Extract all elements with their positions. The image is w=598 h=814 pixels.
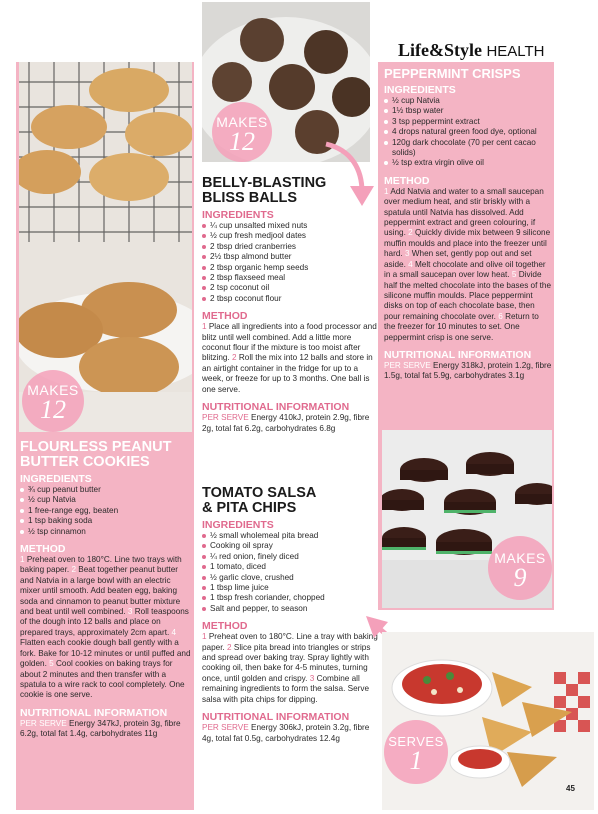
salsa-nutrition-text: PER SERVE Energy 306kJ, protein 3.2g, fibre 4g, total fat 0.5g, carbohydrates 12.4g [202,723,370,743]
ingredient-item: 2 tsp coconut oil [202,283,378,293]
badge-label: MAKES [216,114,268,130]
ingredient-item: 2 tbsp coconut flour [202,294,378,304]
ingredient-item: 1½ tbsp water [384,106,552,116]
badge-label: MAKES [27,382,79,398]
cookies-nutrition-heading: NUTRITIONAL INFORMATION [20,706,168,719]
ingredient-item: ½ tsp extra virgin olive oil [384,158,552,168]
cookies-title-line2: BUTTER COOKIES [20,454,150,470]
bliss-ingredients-heading: INGREDIENTS [202,209,274,221]
bliss-method-text: 1 Place all ingredients into a food processor and blitz until well combined. Add a little more coconut flour if the mixture is too moist after blitzing. 2 Roll the mix into 12 balls and store in an airtight container in the fridge for up to a week, or freeze for up to 3 months. One ball is one serve. [202,322,377,394]
peppermint-ingredients-heading: INGREDIENTS [384,84,456,96]
ingredient-item: ½ cup Natvia [20,495,192,505]
cookies-ingredients-list [20,485,192,537]
bliss-title-line1: BELLY-BLASTING [202,175,327,191]
peppermint-method-text: 1 Add Natvia and water to a small saucepan over medium heat, and stir briskly with a spatula until Natvia has dissolved. Add peppermint extract and green colouring, if using. 2 Quickly divide mix between 9 silicone muffin moulds and place into the freezer until hard. 3 When set, gently pop out and set aside. 4 Melt chocolate and olive oil together in a small saucepan over low heat. 5 Divide half the melted chocolate into the bases of the silicone muffin moulds. Place peppermint disks on top of each chocolate base, then pour remaining chocolate over. 6 Return to the freezer for 10 minutes to set. One peppermint crisp is one serve. [384,186,552,342]
salsa-recipe [202,486,378,744]
bliss-nutrition-heading: NUTRITIONAL INFORMATION [202,401,350,414]
bliss-nutrition-text: PER SERVE Energy 410kJ, protein 2.9g, fibre 2g, total fat 6.2g, carbohydrates 6.8g [202,413,370,433]
ingredient-item: ½ small wholemeal pita bread [202,531,378,541]
cookies-method-heading: METHOD [20,543,66,556]
masthead-brand: Life&Style [398,40,482,60]
ingredient-item: ¼ red onion, finely diced [202,552,378,562]
bliss-method-heading: METHOD [202,310,248,323]
badge-label: SERVES [388,734,444,749]
ingredient-item: 1 free-range egg, beaten [20,506,192,516]
bliss-title-line2: BLISS BALLS [202,190,298,206]
ingredient-item: 1 tbsp lime juice [202,583,378,593]
ingredient-item: 1 tbsp fresh coriander, chopped [202,593,378,603]
bliss-ingredients-list [202,221,378,304]
masthead-section: HEALTH [486,43,545,60]
ingredient-item: 120g dark chocolate (70 per cent cacao solids) [384,138,552,159]
peppermint-method-heading: METHOD [384,174,430,187]
peppermint-makes-badge [488,536,552,600]
ingredient-item: Cooking oil spray [202,541,378,551]
cookies-method-text: 1 Preheat oven to 180°C. Line two trays with baking paper. 2 Beat together peanut butter and Natvia in a large bowl with an electric mixer until smooth. Add beaten egg, baking soda and cinnamon to peanut butter mixture and beat until well combined. 3 Roll teaspoons of the dough into 12 balls and place on prepared trays, approximately 2cm apart. 4 Flatten each cookie dough ball gently with a fork. Bake for 10-12 minutes or until puffed and golden. 5 Cool cookies on baking trays for about 2 minutes and then transfer with a spatula to a wire rack to cool completely. One cookie is one serve. [20,555,191,700]
peppermint-nutrition-heading: NUTRITIONAL INFORMATION [384,348,532,361]
salsa-ingredients-list [202,531,378,614]
peppermint-nutrition-text: PER SERVE Energy 318kJ, protein 1.2g, fibre 1.5g, total fat 5.9g, carbohydrates 3.1g [384,360,552,381]
cookies-makes-badge [22,370,84,432]
ingredient-item: ½ cup fresh medjool dates [202,231,378,241]
salsa-ingredients-heading: INGREDIENTS [202,519,274,531]
cookies-recipe [20,440,192,740]
badge-number: 12 [40,395,66,424]
ingredient-item: 1 tomato, diced [202,562,378,572]
peppermint-recipe [384,66,552,382]
ingredient-item: Salt and pepper, to season [202,604,378,614]
ingredient-item: 2 tbsp dried cranberries [202,242,378,252]
salsa-nutrition-heading: NUTRITIONAL INFORMATION [202,711,350,724]
page-number: 45 [566,784,575,793]
salsa-method-text: 1 Preheat oven to 180°C. Line a tray with baking paper. 2 Slice pita bread into triangles or strips and spread over baking tray. Spray lightly with cooking oil, then bake for 4-5 minutes, turning once, until golden and crispy. 3 Combine all remaining ingredients to form the salsa. Serve salsa with pita chips for dipping. [202,632,378,704]
masthead [398,40,588,62]
badge-number: 1 [409,746,423,775]
bliss-recipe [202,176,378,434]
bliss-makes-badge [212,102,272,162]
ingredient-item: 2 tbsp organic hemp seeds [202,263,378,273]
ingredient-item: ¾ cup peanut butter [20,485,192,495]
salsa-title-line1: TOMATO SALSA [202,485,317,501]
badge-number: 9 [513,563,527,592]
peppermint-ingredients-list [384,96,552,169]
badge-number: 12 [229,127,255,156]
salsa-method-heading: METHOD [202,620,248,633]
ingredient-item: 2 tbsp flaxseed meal [202,273,378,283]
ingredient-item: ½ garlic clove, crushed [202,573,378,583]
ingredient-item: ½ cup Natvia [384,96,552,106]
peppermint-title: PEPPERMINT CRISPS [384,66,521,81]
ingredient-item: 4 drops natural green food dye, optional [384,127,552,137]
badge-label: MAKES [494,550,546,566]
salsa-serves-badge [384,720,448,784]
ingredient-item: 1 tsp baking soda [20,516,192,526]
salsa-title-line2: & PITA CHIPS [202,500,297,516]
ingredient-item: 2½ tbsp almond butter [202,252,378,262]
ingredient-item: ½ tsp cinnamon [20,527,192,537]
cookies-ingredients-heading: INGREDIENTS [20,473,92,485]
ingredient-item: 3 tsp peppermint extract [384,117,552,127]
cookies-nutrition-text: PER SERVE Energy 347kJ, protein 3g, fibre 6.2g, total fat 1.4g, carbohydrates 11g [20,718,181,739]
ingredient-item: ¼ cup unsalted mixed nuts [202,221,378,231]
cookies-title-line1: FLOURLESS PEANUT [20,439,172,455]
